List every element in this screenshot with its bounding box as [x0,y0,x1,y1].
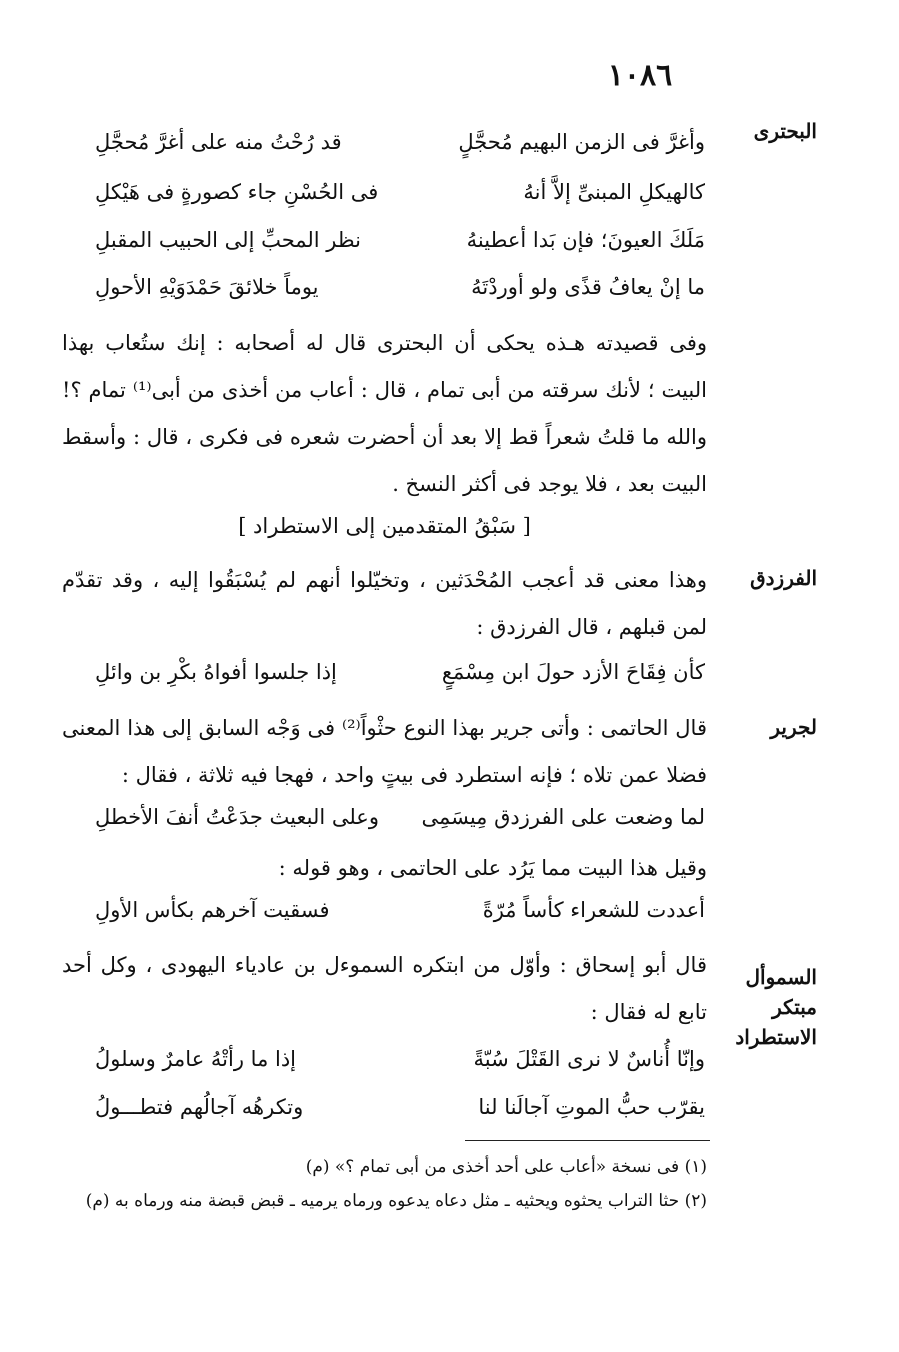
verse-line [95,898,705,938]
margin-label-digression: الاستطراد [735,1025,817,1049]
verse-first-hemistich: كالهيكلِ المبنىِّ إلاَّ أنهُ [523,180,705,204]
paragraph-samawal: قال أبو إسحاق : وأوّل من ابتكره السموءل بن عادياء اليهودى ، وكل أحد تابع له فقال : [62,953,707,1024]
verse-line [95,660,705,700]
verse-second-hemistich: نظر المحبِّ إلى الحبيب المقبلِ [95,228,361,252]
verse-first-hemistich: مَلَكَ العيونَ؛ فإن بَدا أعطينهُ [466,228,705,252]
paragraph-rebuttal: وقيل هذا البيت مما يَرُد على الحاتمى ، وهو قوله : [278,856,707,880]
page-number: ١٠٨٦ [607,58,673,93]
verse-second-hemistich: وتكرهُه آجالُهم فتطـــولُ [95,1095,304,1119]
verse-line [95,180,705,220]
verse-line [95,1095,705,1135]
paragraph-hatimi: قال الحاتمى : وأتى جرير بهذا النوع حثْواً⁽²⁾ فى وَجْه السابق إلى هذا المعنى فضلا عمن تلاه ؛ فإنه استطرد فى بيتٍ واحد ، فهجا فيه ثلاثة ، فقال : [62,716,707,787]
verse-first-hemistich: يقرّب حبُّ الموتِ آجالَنا لنا [478,1095,705,1119]
verse-line [95,1047,705,1087]
verse-second-hemistich: إذا جلسوا أفواهُ بكْرِ بن وائلِ [95,660,337,684]
verse-line [95,275,705,315]
paragraph-buhturi-story: وفى قصيدته هـذه يحكى أن البحترى قال له أصحابه : إنك ستُعاب بهذا البيت ؛ لأنك سرقته من أبى تمام ، قال : أعاب من أخذى من أبى⁽¹⁾ تمام ؟! والله ما قلتُ شعراً قط إلا بعد أن أحضرت شعره فى فكرى ، قال : وأسقط البيت بعد ، فلا يوجد فى أكثر النسخ . [62,331,707,496]
margin-label-jarir: لجرير [770,715,817,739]
verse-first-hemistich: كأن فِقَاحَ الأزد حولَ ابن مِسْمَعٍ [441,660,705,684]
footnote-1: (١) فى نسخة «أعاب على أحد أخذى من أبى تمام ؟» (م) [305,1157,707,1177]
verse-first-hemistich: وأغرَّ فى الزمن البهيم مُحجَّلٍ [458,130,705,154]
verse-first-hemistich: أعددت للشعراء كأساً مُرّةً [482,898,705,922]
verse-first-hemistich: ما إنْ يعافُ قذًى ولو أوردْتَهُ [471,275,705,299]
verse-second-hemistich: إذا ما رأتْهُ عامرٌ وسلولُ [95,1047,297,1071]
verse-second-hemistich: قد رُحْتُ منه على أغرَّ مُحجَّلِ [95,130,342,154]
margin-label-innovator: مبتكر [772,995,817,1019]
verse-second-hemistich: فسقيت آخرهم بكأس الأولِ [95,898,330,922]
verse-second-hemistich: يوماً خلائقَ حَمْدَوَيْهِ الأحولِ [95,275,319,299]
verse-second-hemistich: وعلى البعيث جدَعْتُ أنفَ الأخطلِ [95,805,379,829]
footnote-2: (٢) حثا التراب يحثوه ويحثيه ـ مثل دعاه يدعوه ورماه يرميه ـ قبض قبضة منه ورماه به (م) [85,1191,707,1211]
footnote-divider [465,1140,710,1141]
verse-first-hemistich: وإنّا أُناسٌ لا نرى القَتْلَ سُبّةً [473,1047,705,1071]
margin-label-buhturi: البحترى [753,119,817,143]
margin-label-farazdaq: الفرزدق [750,566,817,590]
verse-line [95,130,705,170]
paragraph-farazdaq-intro: وهذا معنى قد أعجب المُحْدَثين ، وتخيّلوا أنهم لم يُسْبَقُوا إليه ، وقد تقدّم لمن قبلهم ، قال الفرزدق : [62,568,707,639]
section-heading: [ سَبْقُ المتقدمين إلى الاستطراد ] [238,514,531,538]
verse-line [95,805,705,845]
verse-second-hemistich: فى الحُسْنِ جاء كصورةٍ فى هَيْكلِ [95,180,379,204]
verse-line [95,228,705,268]
verse-first-hemistich: لما وضعت على الفرزدق مِيسَمِى [421,805,705,829]
margin-label-samawal: السموأل [745,965,817,989]
